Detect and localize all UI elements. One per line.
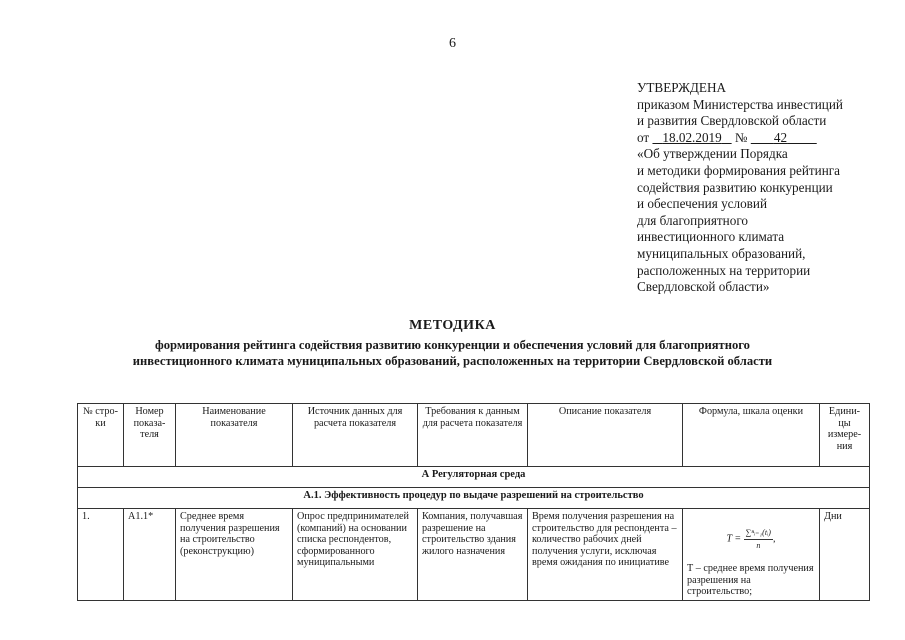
- header-cell: Номер показа-теля: [124, 404, 176, 467]
- number-label: №: [734, 129, 748, 145]
- approval-date: 18.02.2019: [662, 129, 722, 145]
- formula: T = $\frac{\text{∑ⁿᵢ₌₁(tᵢ)}}{n}$ ,: [726, 528, 776, 550]
- header-cell: Описание показателя: [528, 404, 683, 467]
- subtitle-line: формирования рейтинга содействия развитию конкуренции и обеспечения условий для благоприятного: [155, 338, 750, 352]
- data-requirements: Компания, получавшая разрешение на строительство здания жилого назначения: [418, 509, 528, 601]
- approval-heading: УТВЕРЖДЕНА: [637, 80, 727, 95]
- approval-line: «Об утверждении Порядка: [637, 146, 788, 162]
- approval-line: содействия развитию конкуренции: [637, 179, 833, 195]
- header-cell: Источник данных для расчета показателя: [293, 404, 418, 467]
- formula-cell: [683, 509, 820, 601]
- approval-line: Свердловской области»: [637, 279, 770, 295]
- approval-line: и методики формирования рейтинга: [637, 162, 841, 178]
- header-cell: Едини-цы измере-ния: [820, 404, 870, 467]
- table-row: [78, 509, 870, 601]
- subtitle-line: инвестиционного климата муниципальных образований, расположенных на территории Свердловской области: [132, 354, 773, 368]
- indicator-name: Среднее время получения разрешения на строительство (реконструкцию): [176, 509, 293, 601]
- approval-line: инвестиционного климата: [637, 229, 785, 245]
- formula-denominator: n: [756, 540, 761, 550]
- indicator-description: Время получения разрешения на строительство для респондента – количество рабочих дней получения услуги, исключая время ожидания по инициативе: [528, 509, 683, 601]
- table-header-row: [78, 404, 870, 467]
- row-number: 1.: [78, 509, 124, 601]
- approval-number: 42: [773, 129, 788, 145]
- document-title: МЕТОДИКА: [409, 318, 496, 333]
- methodology-table: [77, 403, 870, 601]
- approval-line: муниципальных образований,: [637, 245, 806, 261]
- header-cell: Формула, шкала оценки: [683, 404, 820, 467]
- page-number: 6: [449, 36, 456, 51]
- subsection-row: [78, 488, 870, 509]
- formula-numerator: ∑ⁿᵢ₌₁(tᵢ): [744, 527, 773, 540]
- approval-line: приказом Министерства инвестиций: [637, 96, 843, 112]
- approval-line: и обеспечения условий: [637, 196, 768, 212]
- data-source: Опрос предпринимателей (компаний) на основании списка респондентов, сформированного муниципальными: [293, 509, 418, 601]
- section-row: [78, 467, 870, 488]
- approval-block: [637, 80, 843, 296]
- header-cell: Требования к данным для расчета показателя: [418, 404, 528, 467]
- formula-note: Т – среднее время получения разрешения на строительство;: [687, 563, 814, 598]
- section-title: А Регуляторная среда: [78, 467, 870, 488]
- header-cell: № стро-ки: [78, 404, 124, 467]
- subsection-title: А.1. Эффективность процедур по выдаче разрешений на строительство: [78, 488, 870, 509]
- header-cell: Наименование показателя: [176, 404, 293, 467]
- document-subtitle: [60, 337, 845, 369]
- approval-date-line: [637, 130, 843, 147]
- approval-line: и развития Свердловской области: [637, 113, 827, 129]
- indicator-code: А1.1*: [124, 509, 176, 601]
- unit: Дни: [820, 509, 870, 601]
- from-label: от: [637, 129, 650, 145]
- approval-line: для благоприятного: [637, 212, 749, 228]
- approval-line: расположенных на территории: [637, 262, 811, 278]
